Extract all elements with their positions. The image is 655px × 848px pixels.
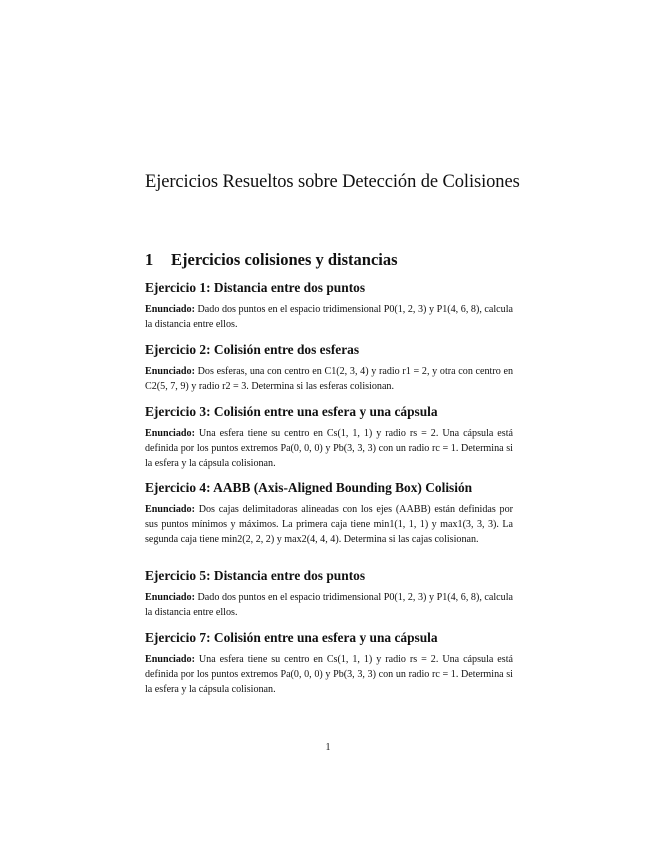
- exercise-heading: Ejercicio 3: Colisión entre una esfera y una cápsula: [145, 404, 438, 419]
- section-title: Ejercicios colisiones y distancias: [171, 250, 398, 269]
- statement-text: Dos esferas, una con centro en C1(2, 3, 4) y radio r1 = 2, y otra con centro en C2(5, 7, 9) y radio r2 = 3. Determina si las esferas colisionan.: [145, 366, 513, 393]
- statement-label: Enunciado:: [145, 504, 195, 515]
- exercise-4: [145, 480, 513, 548]
- exercise-heading: Ejercicio 5: Distancia entre dos puntos: [145, 568, 366, 583]
- statement-text: Dado dos puntos en el espacio tridimensional P0(1, 2, 3) y P1(4, 6, 8), calcula la distancia entre ellos.: [145, 304, 513, 331]
- section-heading: [145, 250, 525, 270]
- statement-text: Una esfera tiene su centro en Cs(1, 1, 1) y radio rs = 2. Una cápsula está definida por los puntos extremos Pa(0, 0, 0) y Pb(3, 3, 3) con un radio rc = 1. Determina si la esfera y la cápsula colisionan.: [145, 654, 513, 696]
- exercise-3: [145, 404, 513, 472]
- exercise-2: [145, 342, 513, 394]
- statement-label: Enunciado:: [145, 592, 195, 603]
- exercise-heading: Ejercicio 2: Colisión entre dos esferas: [145, 342, 360, 357]
- page-number: 1: [325, 742, 331, 753]
- exercise-statement: [145, 652, 513, 698]
- exercise-1: [145, 280, 513, 332]
- statement-text: Dos cajas delimitadoras alineadas con los ejes (AABB) están definidas por sus puntos mínimos y máximos. La primera caja tiene min1(1, 1, 1) y max1(3, 3, 3). La segunda caja tiene min2(2, 2, 2) y max2(4, 4, 4). Determina si las cajas colisionan.: [145, 504, 513, 546]
- exercise-heading: Ejercicio 1: Distancia entre dos puntos: [145, 280, 366, 295]
- exercise-statement: [145, 364, 513, 394]
- exercise-5: [145, 568, 513, 620]
- exercise-heading: Ejercicio 4: AABB (Axis-Aligned Bounding Box) Colisión: [145, 480, 473, 495]
- statement-text: Una esfera tiene su centro en Cs(1, 1, 1) y radio rs = 2. Una cápsula está definida por los puntos extremos Pa(0, 0, 0) y Pb(3, 3, 3) con un radio rc = 1. Determina si la esfera y la cápsula colisionan.: [145, 428, 513, 470]
- exercise-statement: [145, 590, 513, 620]
- exercise-heading: Ejercicio 7: Colisión entre una esfera y una cápsula: [145, 630, 438, 645]
- statement-text: Dado dos puntos en el espacio tridimensional P0(1, 2, 3) y P1(4, 6, 8), calcula la distancia entre ellos.: [145, 592, 513, 619]
- statement-label: Enunciado:: [145, 304, 195, 315]
- exercise-statement: [145, 302, 513, 332]
- exercise-statement: [145, 426, 513, 472]
- exercise-7: [145, 630, 513, 698]
- exercise-statement: [145, 502, 513, 548]
- section-number: 1: [145, 250, 154, 269]
- document-title: Ejercicios Resueltos sobre Detección de Colisiones: [145, 172, 520, 192]
- statement-label: Enunciado:: [145, 366, 195, 377]
- statement-label: Enunciado:: [145, 428, 195, 439]
- statement-label: Enunciado:: [145, 654, 195, 665]
